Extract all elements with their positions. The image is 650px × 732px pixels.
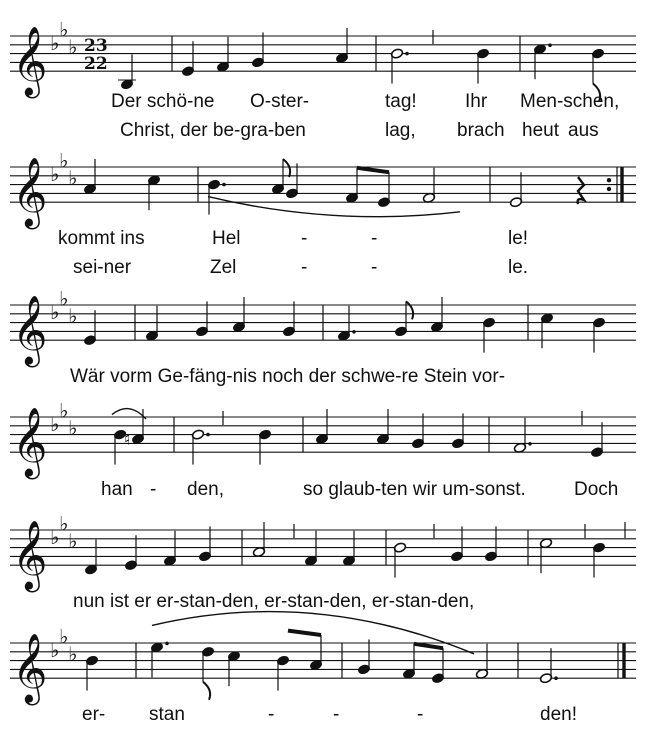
flat-sign: ♭ [50, 30, 60, 55]
lyric-s5: nun ist er er-stan-den, er-stan-den, er-stan-den, [73, 591, 475, 612]
augmentation-dot [405, 52, 409, 56]
lyric-s1-v2-d: heut [522, 120, 559, 141]
lyric-s2-v1-e: le! [508, 228, 529, 249]
lyric-s1-v1-d: Ihr [465, 91, 488, 112]
lyric-s1-v2-c: brach [457, 120, 505, 141]
lyric-s2-v2-b: Zel [210, 257, 237, 278]
lyric-s2-v1-b: Hel [212, 228, 241, 249]
flat-sign: ♭ [50, 637, 60, 662]
lyric-s2-v2-d: - [371, 257, 378, 278]
lyric-s1-v1-b: O-ster- [250, 91, 310, 112]
repeat-dot [607, 178, 611, 182]
flat-sign: ♭ [59, 398, 69, 423]
note-beam [414, 644, 443, 648]
note-flag [406, 301, 413, 319]
time-signature-bottom: 22 [84, 54, 108, 74]
flat-sign: ♭ [59, 148, 69, 173]
note-flag [283, 159, 290, 177]
lyric-s3: Wär vorm Ge-fäng-nis noch der schwe-re Stein vor- [70, 366, 506, 387]
treble-clef: 𝄞 [12, 26, 48, 97]
lyric-s1-v2-b: lag, [385, 120, 416, 141]
note-beam [288, 631, 321, 635]
note-flag [203, 682, 210, 700]
lyric-s6-d: - [333, 704, 340, 725]
quarter-rest [578, 177, 584, 204]
lyric-s4-e: Doch [574, 479, 619, 500]
flat-sign: ♭ [59, 17, 69, 42]
flat-sign: ♭ [68, 642, 78, 667]
lyric-s4-a: han [101, 479, 133, 500]
lyric-s1-v2-e: aus [568, 120, 599, 141]
flat-sign: ♭ [68, 35, 78, 60]
lyric-s2-v1-a: kommt ins [58, 228, 145, 249]
augmentation-dot [206, 433, 210, 437]
flat-sign: ♭ [50, 411, 60, 436]
augmentation-dot [165, 642, 169, 646]
flat-sign: ♭ [68, 529, 78, 554]
lyric-s6-f: den! [540, 704, 577, 725]
natural-sign: ♮ [124, 429, 131, 450]
note-beam [357, 168, 389, 172]
flat-sign: ♭ [68, 416, 78, 441]
lyric-s6-b: stan [149, 704, 185, 725]
lyric-s2-v2-c: - [301, 257, 308, 278]
lyric-s6-c: - [268, 704, 275, 725]
lyric-s1-v1-a: Der schö-ne [111, 91, 215, 112]
lyric-s4-d: so glaub-ten wir um-sonst. [303, 479, 526, 500]
augmentation-dot [352, 330, 356, 334]
flat-sign: ♭ [59, 511, 69, 536]
flat-sign: ♭ [68, 304, 78, 329]
lyric-s6-e: - [417, 704, 424, 725]
augmentation-dot [554, 676, 558, 680]
augmentation-dot [222, 183, 226, 187]
treble-clef: 𝄞 [12, 520, 48, 591]
augmentation-dot [548, 43, 552, 47]
slur [208, 197, 460, 217]
lyric-s2-v1-c: - [301, 228, 308, 249]
treble-clef: 𝄞 [12, 633, 48, 704]
lyric-s1-v1-c: tag! [385, 91, 417, 112]
treble-clef: 𝄞 [12, 407, 48, 478]
treble-clef: 𝄞 [12, 295, 48, 366]
lyric-s4-b: - [150, 479, 157, 500]
time-signature-top: 23 [84, 36, 108, 56]
flat-sign: ♭ [50, 299, 60, 324]
lyric-s2-v2-a: sei-ner [73, 257, 132, 278]
lyric-s2-v2-e: le. [508, 257, 529, 278]
augmentation-dot [528, 442, 532, 446]
flat-sign: ♭ [50, 161, 60, 186]
lyric-s1-v2-a: Christ, der be-gra-ben [120, 120, 306, 141]
treble-clef: 𝄞 [12, 157, 48, 228]
flat-sign: ♭ [68, 166, 78, 191]
repeat-dot [607, 187, 611, 191]
flat-sign: ♭ [50, 524, 60, 549]
lyric-s6-a: er- [82, 704, 106, 725]
lyric-s1-v1-e: Men-schen, [520, 91, 620, 112]
flat-sign: ♭ [59, 624, 69, 649]
lyric-s4-c: den, [187, 479, 224, 500]
flat-sign: ♭ [59, 286, 69, 311]
lyric-s2-v1-d: - [371, 228, 378, 249]
